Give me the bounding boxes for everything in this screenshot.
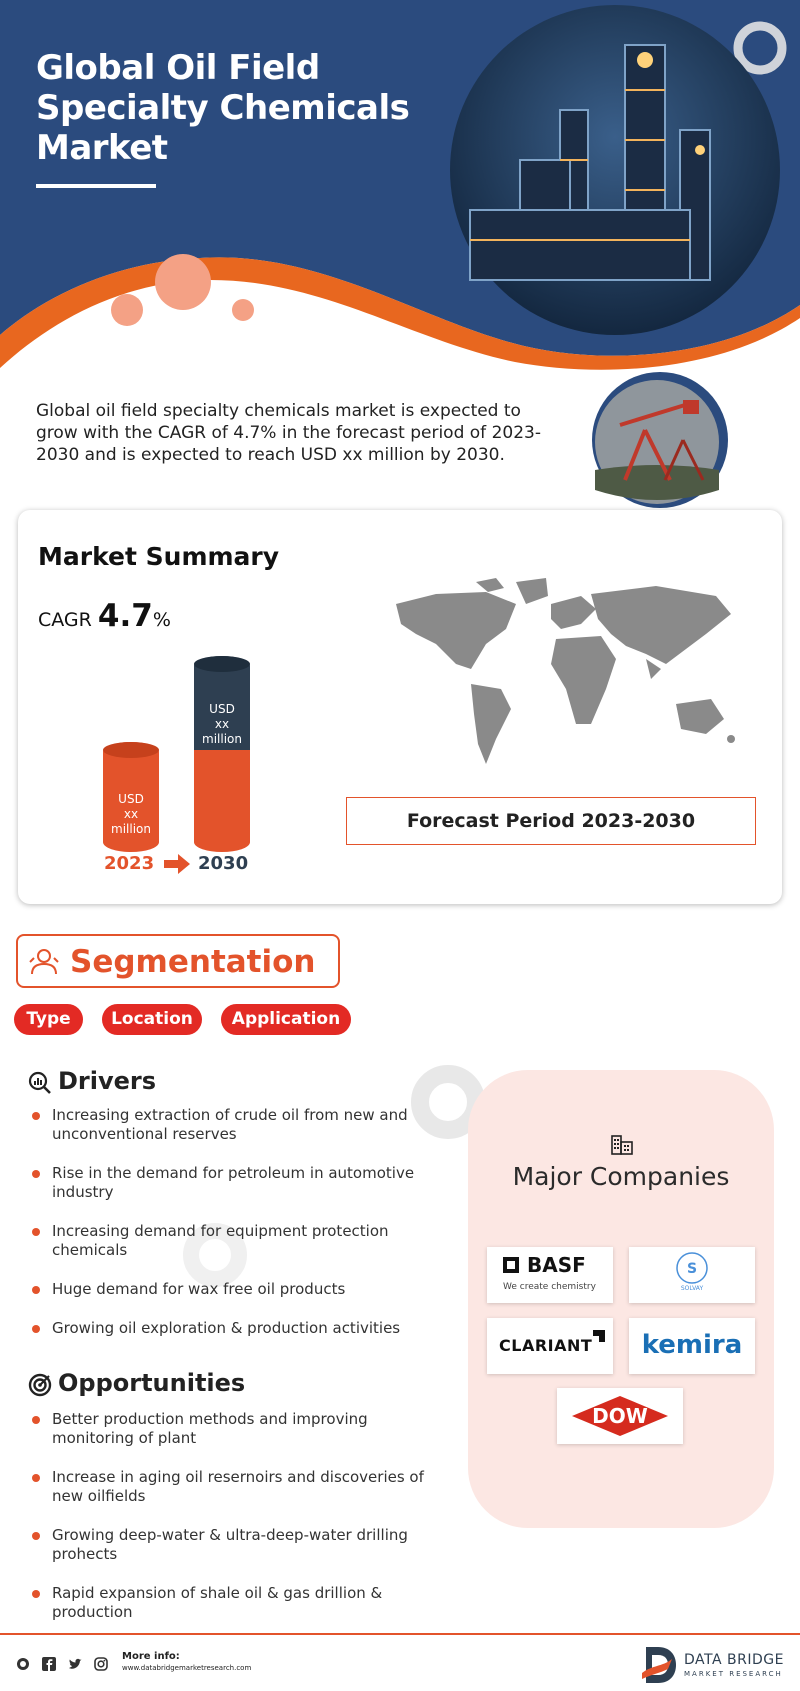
magnifier-chart-icon bbox=[28, 1071, 52, 1095]
segment-pill-application[interactable]: Application bbox=[221, 1004, 351, 1035]
opportunities-list bbox=[30, 1410, 440, 1622]
segmentation-title: Segmentation bbox=[70, 944, 316, 980]
opportunity-item: Rapid expansion of shale oil & gas drillion & production bbox=[30, 1584, 440, 1622]
drivers-list bbox=[30, 1106, 440, 1338]
bar-2030 bbox=[194, 656, 250, 852]
basf-mark-icon bbox=[503, 1257, 519, 1273]
kemira-name: kemira bbox=[641, 1330, 743, 1360]
brand-name: DATA BRIDGE bbox=[684, 1652, 784, 1668]
companies-title: Major Companies bbox=[512, 1162, 730, 1191]
segment-pill-type[interactable]: Type bbox=[14, 1004, 83, 1035]
year-end: 2030 bbox=[198, 853, 249, 874]
forecast-period: Forecast Period 2023-2030 bbox=[346, 797, 756, 845]
solvay-name: SOLVAY bbox=[680, 1285, 704, 1292]
facebook-icon[interactable] bbox=[42, 1657, 56, 1671]
segmentation-header bbox=[16, 934, 340, 988]
clariant-mark-icon bbox=[593, 1330, 605, 1342]
website-url[interactable]: www.databridgemarketresearch.com bbox=[122, 1664, 252, 1672]
basf-name: BASF bbox=[527, 1253, 586, 1277]
cagr-label: CAGR bbox=[38, 609, 92, 631]
clariant-logo bbox=[487, 1318, 613, 1374]
bar-2023-value: xx bbox=[123, 807, 139, 821]
svg-text:S: S bbox=[686, 1261, 698, 1277]
opportunities-title: Opportunities bbox=[58, 1369, 246, 1397]
page-title: Global Oil Field Specialty Chemicals Market bbox=[36, 48, 410, 168]
bar-2030-value: xx bbox=[214, 717, 230, 731]
arrow-right-icon bbox=[164, 854, 190, 874]
more-info-label: More info: bbox=[122, 1651, 180, 1662]
year-start: 2023 bbox=[104, 853, 155, 874]
opportunity-item: Growing deep-water & ultra-deep-water drilling prohects bbox=[30, 1526, 440, 1564]
driver-item: Rise in the demand for petroleum in automotive industry bbox=[30, 1164, 440, 1202]
bar-2030-unit: USD bbox=[209, 702, 235, 716]
summary-title: Market Summary bbox=[38, 542, 280, 571]
refinery-photo bbox=[450, 5, 780, 335]
building-icon bbox=[610, 1132, 634, 1156]
bar-2023 bbox=[103, 742, 159, 852]
footer-divider bbox=[0, 1633, 800, 1635]
opportunity-item: Increase in aging oil resernoirs and discoveries of new oilfields bbox=[30, 1468, 440, 1506]
target-icon bbox=[28, 1373, 52, 1397]
cagr-unit: % bbox=[152, 609, 171, 631]
bar-2023-unit: USD bbox=[118, 792, 144, 806]
basf-tagline: We create chemistry bbox=[503, 1282, 596, 1292]
cagr-value: 4.7 bbox=[97, 598, 153, 634]
market-summary-card bbox=[18, 510, 782, 904]
bar-2030-scale: million bbox=[202, 732, 242, 746]
dow-name: DOW bbox=[592, 1404, 648, 1428]
dow-logo bbox=[557, 1388, 683, 1444]
world-map-icon bbox=[376, 574, 746, 774]
driver-item: Increasing demand for equipment protection chemicals bbox=[30, 1222, 440, 1260]
data-bridge-logo-icon bbox=[642, 1645, 678, 1685]
cagr-readout bbox=[38, 598, 171, 634]
pumpjack-photo bbox=[585, 370, 735, 510]
bar-2023-scale: million bbox=[111, 822, 151, 836]
basf-logo bbox=[487, 1247, 613, 1303]
driver-item: Huge demand for wax free oil products bbox=[30, 1280, 440, 1299]
intro-text: Global oil field specialty chemicals market is expected to grow with the CAGR of 4.7% in the forecast period of 2023-2030 and is expected to reach USD xx million by 2030. bbox=[36, 401, 541, 465]
driver-item: Growing oil exploration & production activities bbox=[30, 1319, 440, 1338]
brand-subtitle: MARKET RESEARCH bbox=[684, 1670, 783, 1678]
driver-item: Increasing extraction of crude oil from new and unconventional reserves bbox=[30, 1106, 440, 1144]
clariant-name: CLARIANT bbox=[499, 1336, 593, 1355]
solvay-logo bbox=[629, 1247, 755, 1303]
kemira-logo bbox=[629, 1318, 755, 1374]
solvay-mark-icon bbox=[675, 1251, 709, 1285]
opportunity-item: Better production methods and improving monitoring of plant bbox=[30, 1410, 440, 1448]
segmentation-icon bbox=[28, 946, 60, 978]
segment-pill-location[interactable]: Location bbox=[102, 1004, 202, 1035]
instagram-icon[interactable] bbox=[94, 1657, 108, 1671]
twitter-icon[interactable] bbox=[68, 1657, 82, 1671]
major-companies-panel bbox=[468, 1070, 774, 1528]
drivers-title: Drivers bbox=[58, 1067, 157, 1095]
header-banner bbox=[0, 0, 800, 380]
whatsapp-icon[interactable] bbox=[16, 1657, 30, 1671]
title-underline bbox=[36, 184, 156, 188]
